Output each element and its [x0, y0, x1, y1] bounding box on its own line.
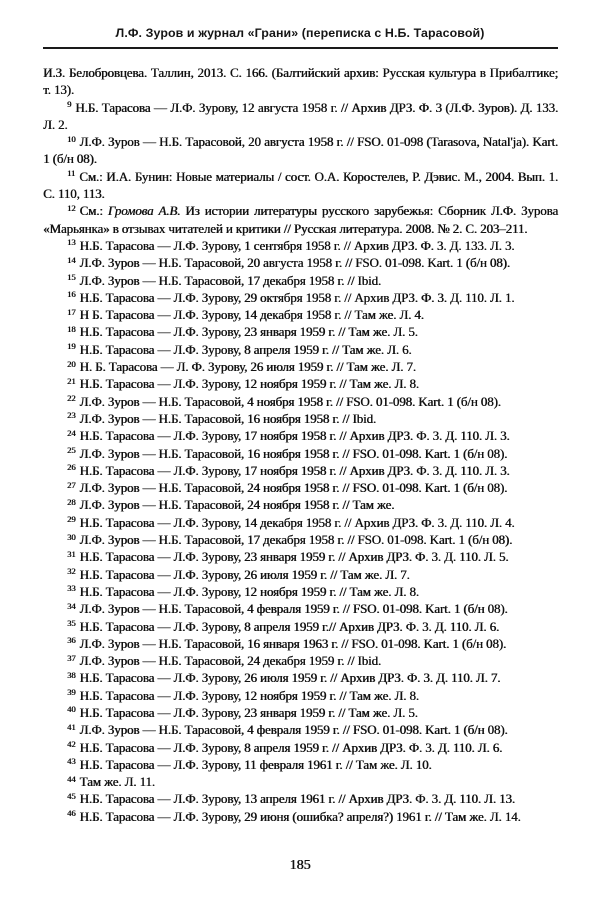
footnote-number: 11	[67, 168, 76, 179]
footnote-item	[43, 410, 558, 427]
footnote-text: Н. Б. Тарасова — Л. Ф. Зурову, 26 июля 1959 г. // Там же. Л. 7.	[79, 359, 416, 375]
footnote-text: Л.Ф. Зуров — Н.Б. Тарасовой, 4 февраля 1959 г. // FSO. 01-098. Kart. 1 (б/н 08).	[79, 601, 508, 617]
footnote-item	[43, 306, 558, 323]
footnote-number: 36	[67, 635, 76, 646]
footnote-item	[43, 583, 558, 600]
footnote-number: 38	[67, 669, 76, 680]
footnote-text: Л.Ф. Зуров — Н.Б. Тарасовой, 20 августа 1958 г. // FSO. 01-098. Kart. 1 (б/н 08).	[79, 255, 510, 271]
footnote-text: Н.Б. Тарасова — Л.Ф. Зурову, 8 апреля 1959 г.// Архив ДРЗ. Ф. 3. Д. 110. Л. 6.	[79, 618, 500, 634]
footnote-text: Н.Б. Тарасова — Л.Ф. Зурову, 23 января 1959 г. // Там же. Л. 5.	[79, 324, 418, 340]
footnote-item	[43, 237, 558, 254]
footnote-text: Л.Ф. Зуров — Н.Б. Тарасовой, 4 ноября 1958 г. // FSO. 01-098. Kart. 1 (б/н 08).	[79, 393, 501, 409]
footnote-number: 9	[67, 99, 72, 110]
footnote-number: 22	[67, 393, 76, 404]
footnote-text: Л.Ф. Зуров — Н.Б. Тарасовой, 24 декабря 1959 г. // Ibid.	[79, 653, 381, 669]
footnote-text: Н.Б. Тарасова — Л.Ф. Зурову, 17 ноября 1958 г. // Архив ДРЗ. Ф. 3. Д. 110. Л. 3.	[79, 462, 510, 478]
footnote-number: 26	[67, 462, 76, 473]
footnote-item	[43, 773, 558, 790]
footnote-item	[43, 462, 558, 479]
footnote-number: 21	[67, 375, 76, 386]
footnote-item	[43, 652, 558, 669]
footnote-item	[43, 531, 558, 548]
footnote-text: Л.Ф. Зуров — Н.Б. Тарасовой, 20 августа 1958 г. // FSO. 01-098 (Tarasova, Natal'ja). Kart. 1 (б/н 08).	[43, 134, 558, 167]
footnote-number: 39	[67, 687, 76, 698]
footnote-number: 34	[67, 600, 76, 611]
footnote-item	[43, 445, 558, 462]
footnote-text: Н.Б. Тарасова — Л.Ф. Зурову, 26 июля 1959 г. // Там же. Л. 7.	[79, 566, 410, 582]
footnote-number: 30	[67, 531, 76, 542]
footnote-item	[43, 358, 558, 375]
footnote-number: 41	[67, 721, 76, 732]
footnote-text: Н.Б. Тарасова — Л.Ф. Зурову, 13 апреля 1961 г. // Архив ДРЗ. Ф. 3. Д. 110. Л. 13.	[79, 791, 515, 807]
footnote-text: Л.Ф. Зуров — Н.Б. Тарасовой, 4 февраля 1959 г. // FSO. 01-098. Kart. 1 (б/н 08).	[79, 722, 508, 738]
footnote-text: Н.Б. Тарасова — Л.Ф. Зурову, 12 ноября 1959 г. // Там же. Л. 8.	[79, 583, 419, 599]
footnote-item	[43, 341, 558, 358]
footnote-number: 37	[67, 652, 76, 663]
footnote-text: Н.Б. Тарасова — Л.Ф. Зурову, 29 октября 1958 г. // Архив ДРЗ. Ф. 3. Д. 110. Л. 1.	[79, 289, 515, 305]
footnote-text: Н.Б. Тарасова — Л.Ф. Зурову, 1 сентября 1958 г. // Архив ДРЗ. Ф. 3. Д. 133. Л. 3.	[79, 237, 515, 253]
footnote-number: 33	[67, 583, 76, 594]
footnote-item	[43, 687, 558, 704]
footnote-number: 32	[67, 566, 76, 577]
footnote-number: 18	[67, 323, 76, 334]
footnote-text: Л.Ф. Зуров — Н.Б. Тарасовой, 24 ноября 1958 г. // Там же.	[79, 497, 395, 513]
footnote-text: Н.Б. Тарасова — Л.Ф. Зурову, 14 декабря 1958 г. // Архив ДРЗ. Ф. 3. Д. 110. Л. 4.	[79, 514, 515, 530]
footnote-item	[43, 566, 558, 583]
footnote-item	[43, 739, 558, 756]
footnote-item	[43, 479, 558, 496]
footnote-item	[43, 721, 558, 738]
footnote-item	[43, 669, 558, 686]
footnote-number: 45	[67, 790, 76, 801]
footnote-number: 42	[67, 739, 76, 750]
footnote-number: 12	[67, 202, 76, 213]
footnote-text: Н.Б. Тарасова — Л.Ф. Зурову, 23 января 1959 г. // Архив ДРЗ. Ф. 3. Д. 110. Л. 5.	[79, 549, 509, 565]
footnote-item	[43, 168, 558, 203]
footnote-number: 44	[67, 773, 76, 784]
header-rule	[43, 47, 558, 49]
footnote-text: См.:	[79, 203, 108, 219]
footnote-number: 25	[67, 445, 76, 456]
continuation-paragraph: И.З. Белобровцева. Таллин, 2013. С. 166. (Балтийский архив: Русская культура в Прибалтике; т. 13).	[43, 65, 558, 98]
footnote-number: 13	[67, 237, 76, 248]
footnote-item	[43, 202, 558, 237]
footnote-number: 17	[67, 306, 76, 317]
footnote-item	[43, 99, 558, 134]
footnote-text: Там же. Л. 11.	[79, 774, 155, 790]
footnote-author-italic: Громова А.В.	[107, 203, 181, 219]
footnote-number: 46	[67, 808, 76, 819]
footnote-item	[43, 756, 558, 773]
footnote-text: Н.Б. Тарасова — Л.Ф. Зурову, 11 февраля 1961 г. // Там же. Л. 10.	[79, 756, 432, 772]
footnote-number: 10	[67, 133, 76, 144]
footnote-item	[43, 323, 558, 340]
footnote-text: Н.Б. Тарасова — Л.Ф. Зурову, 23 января 1959 г. // Там же. Л. 5.	[79, 704, 418, 720]
footnote-number: 20	[67, 358, 76, 369]
footnote-item	[43, 496, 558, 513]
footnote-text: Л.Ф. Зуров — Н.Б. Тарасовой, 16 ноября 1958 г. // FSO. 01-098. Kart. 1 (б/н 08).	[79, 445, 508, 461]
footnote-number: 27	[67, 479, 76, 490]
footnote-item	[43, 704, 558, 721]
footnote-number: 43	[67, 756, 76, 767]
footnote-number: 29	[67, 514, 76, 525]
footnote-text: Н.Б. Тарасова — Л.Ф. Зурову, 12 ноября 1959 г. // Там же. Л. 8.	[79, 687, 419, 703]
footnote-item	[43, 790, 558, 807]
footnote-text: Н.Б. Тарасова — Л.Ф. Зурову, 12 ноября 1959 г. // Там же. Л. 8.	[79, 376, 419, 392]
footnote-number: 16	[67, 289, 76, 300]
footnote-number: 15	[67, 272, 76, 283]
footnote-text: Н.Б. Тарасова — Л.Ф. Зурову, 8 апреля 1959 г. // Архив ДРЗ. Ф. 3. Д. 110. Л. 6.	[79, 739, 503, 755]
footnote-text: Н.Б. Тарасова — Л.Ф. Зурову, 29 июня (ошибка? апреля?) 1961 г. // Там же. Л. 14.	[79, 808, 521, 824]
footnote-item	[43, 618, 558, 635]
footnote-item	[43, 548, 558, 565]
footnote-item	[43, 289, 558, 306]
footnote-number: 14	[67, 254, 76, 265]
footnote-text: Н.Б. Тарасова — Л.Ф. Зурову, 17 ноября 1958 г. // Архив ДРЗ. Ф. 3. Д. 110. Л. 3.	[79, 428, 510, 444]
footnote-number: 28	[67, 496, 76, 507]
footnote-text: См.: И.А. Бунин: Новые материалы / сост. О.А. Коростелев, Р. Дэвис. М., 2004. Вып. 1. С. 110, 113.	[43, 168, 558, 202]
footnote-number: 24	[67, 427, 76, 438]
footnote-text: Из истории литературы русского зарубежья: Сборник Л.Ф. Зурова «Марьянка» в отзывах читателей и критики // Русская литература. 2008. № 2. С. 203–211.	[43, 203, 558, 236]
footnote-item	[43, 427, 558, 444]
footnote-text: Н.Б. Тарасова — Л.Ф. Зурову, 12 августа 1958 г. // Архив ДРЗ. Ф. 3 (Л.Ф. Зуров). Д. 133. Л. 2.	[43, 99, 558, 132]
footnote-item	[43, 600, 558, 617]
text-block	[43, 64, 558, 825]
footnote-text: Л.Ф. Зуров — Н.Б. Тарасовой, 24 ноября 1958 г. // FSO. 01-098. Kart. 1 (б/н 08).	[79, 480, 508, 496]
footnote-item	[43, 133, 558, 168]
footnote-text: Н.Б. Тарасова — Л.Ф. Зурову, 8 апреля 1959 г. // Там же. Л. 6.	[79, 341, 412, 357]
footnote-text: Л.Ф. Зуров — Н.Б. Тарасовой, 17 декабря 1958 г. // FSO. 01-098. Kart. 1 (б/н 08).	[79, 532, 513, 548]
footnote-number: 19	[67, 341, 76, 352]
running-header: Л.Ф. Зуров и журнал «Грани» (переписка с Н.Б. Тарасовой)	[115, 26, 485, 40]
page-number-label: 185	[289, 858, 311, 873]
footnote-item	[43, 272, 558, 289]
footnote-text: Л.Ф. Зуров — Н.Б. Тарасовой, 16 января 1963 г. // FSO. 01-098. Kart. 1 (б/н 08).	[79, 635, 507, 651]
footnote-text: Н Б. Тарасова — Л.Ф. Зурову, 14 декабря 1958 г. // Там же. Л. 4.	[79, 307, 424, 323]
footnotes-list	[43, 99, 558, 825]
footnote-number: 40	[67, 704, 76, 715]
footnote-number: 31	[67, 548, 76, 559]
footnote-number: 23	[67, 410, 76, 421]
footnote-item	[43, 393, 558, 410]
footnote-text: Л.Ф. Зуров — Н.Б. Тарасовой, 17 декабря 1958 г. // Ibid.	[79, 272, 381, 288]
footnote-item	[43, 375, 558, 392]
footnote-number: 35	[67, 618, 76, 628]
footnote-text: Н.Б. Тарасова — Л.Ф. Зурову, 26 июля 1959 г. // Архив ДРЗ. Ф. 3. Д. 110. Л. 7.	[79, 670, 501, 686]
footnote-item	[43, 254, 558, 271]
footnote-item	[43, 514, 558, 531]
footnote-item	[43, 635, 558, 652]
footnote-text: Л.Ф. Зуров — Н.Б. Тарасовой, 16 ноября 1958 г. // Ibid.	[79, 410, 376, 426]
footnote-item	[43, 808, 558, 825]
